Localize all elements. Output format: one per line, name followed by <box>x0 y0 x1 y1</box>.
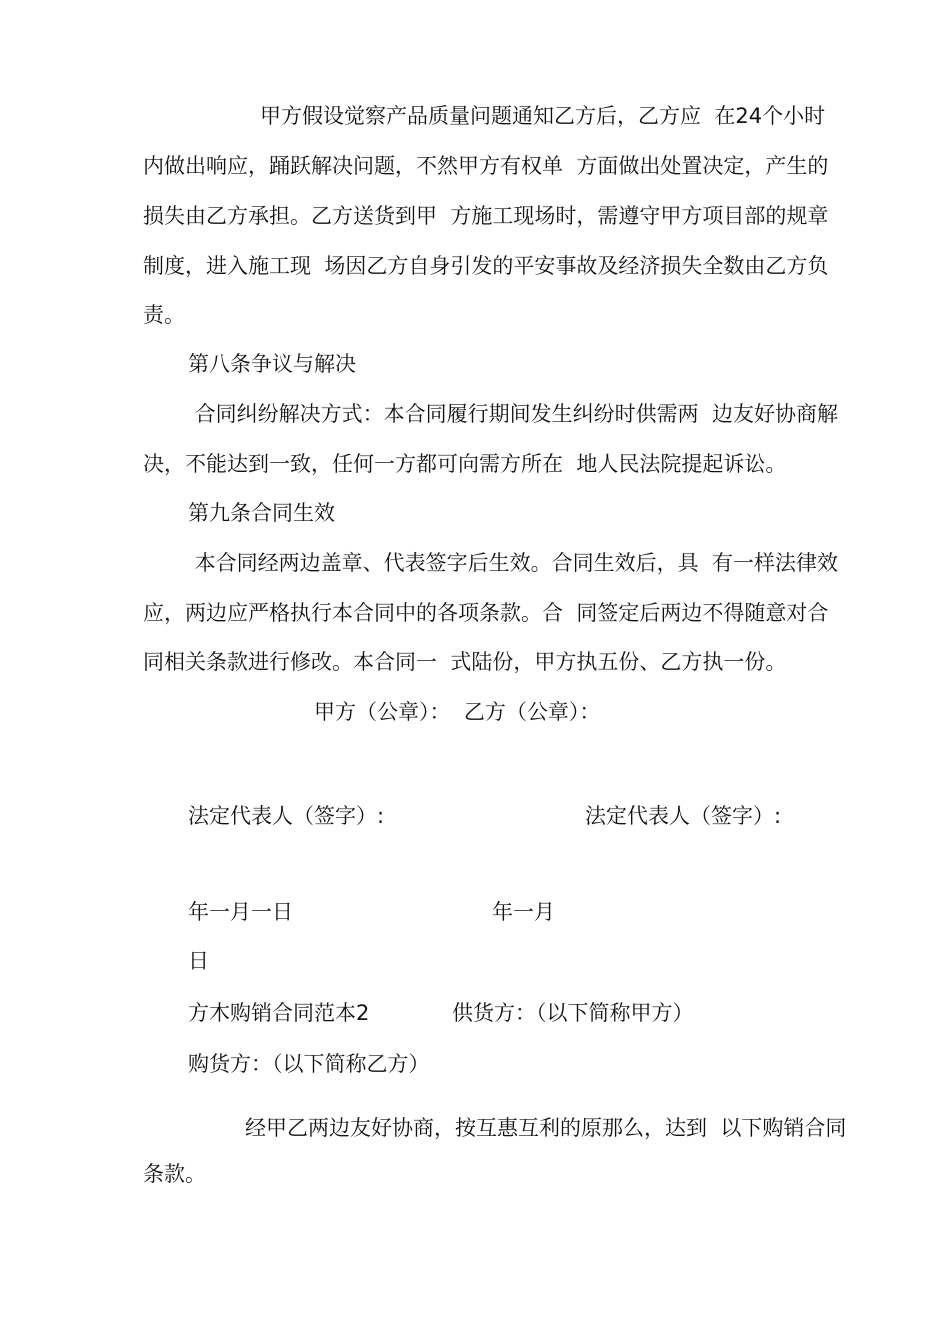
supplier-line: 供货方：（以下简称甲方） <box>452 1001 694 1025</box>
article8-line-2: 决，不能达到一致，任何一方都可向需方所在 地人民法院提起诉讼。 <box>143 452 787 476</box>
date-right: 年一月 <box>492 900 555 924</box>
legal-rep-left: 法定代表人（签字）: <box>188 804 385 828</box>
article8-heading: 第八条争议与解决 <box>188 352 356 376</box>
intro-line-1: 经甲乙两边友好协商，按互惠互利的原那么，达到 以下购销合同 <box>245 1116 847 1140</box>
article8-line-1: 合同纠纷解决方式：本合同履行期间发生纠纷时供需两 边友好协商解 <box>188 402 839 426</box>
date-left: 年一月一日 <box>188 900 293 924</box>
article9-line-1: 本合同经两边盖章、代表签字后生效。合同生效后，具 有一样法律效 <box>188 551 839 575</box>
article9-line-3: 同相关条款进行修改。本合同一 式陆份，甲方执五份、乙方执一份。 <box>143 650 787 674</box>
date-right-day: 日 <box>188 949 209 973</box>
quality-line-2: 内做出响应，踊跃解决问题，不然甲方有权单 方面做出处置决定，产生的 <box>143 154 829 178</box>
quality-line-3: 损失由乙方承担。乙方送货到甲 方施工现场时，需遵守甲方项目部的规章 <box>143 204 829 228</box>
seal-line: 甲方（公章）： 乙方（公章）： <box>314 700 601 724</box>
quality-line-5: 责。 <box>143 303 185 327</box>
quality-line-1: 甲方假设觉察产品质量问题通知乙方后，乙方应 在24个小时 <box>260 104 826 128</box>
legal-rep-right: 法定代表人（签字）: <box>585 804 782 828</box>
quality-line-4: 制度，进入施工现 场因乙方自身引发的平安事故及经济损失全数由乙方负 <box>143 254 829 278</box>
article9-heading: 第九条合同生效 <box>188 501 335 525</box>
article9-line-2: 应，两边应严格执行本合同中的各项条款。合 同签定后两边不得随意对合 <box>143 601 829 625</box>
contract2-title: 方木购销合同范本2 <box>188 1001 370 1025</box>
buyer-line: 购货方：（以下简称乙方） <box>188 1052 430 1076</box>
intro-line-2: 条款。 <box>143 1162 206 1186</box>
